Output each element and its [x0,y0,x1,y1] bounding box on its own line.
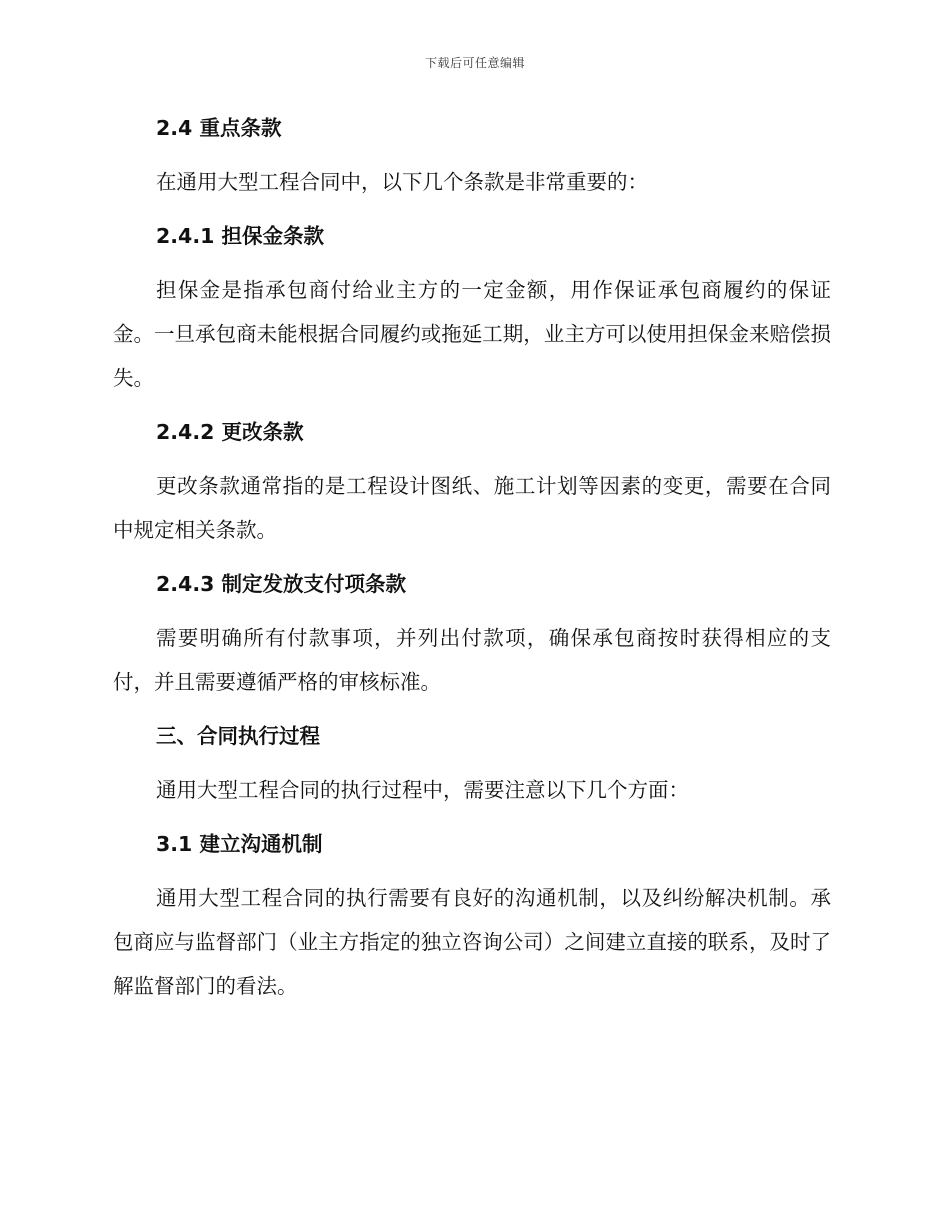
section-heading-2-4-2: 2.4.2 更改条款 [156,420,304,444]
section-heading-2-4: 2.4 重点条款 [156,116,282,140]
section-heading-3: 三、合同执行过程 [156,724,320,748]
section-heading-2-4-1: 2.4.1 担保金条款 [156,224,325,248]
paragraph-change-clause: 更改条款通常指的是工程设计图纸、施工计划等因素的变更，需要在合同中规定相关条款。 [113,474,831,542]
section-heading-3-1: 3.1 建立沟通机制 [156,832,323,856]
paragraph-communication: 通用大型工程合同的执行需要有良好的沟通机制，以及纠纷解决机制。承包商应与监督部门（业主方指定的独立咨询公司）之间建立直接的联系，及时了解监督部门的看法。 [113,886,831,998]
paragraph-execution-intro: 通用大型工程合同的执行过程中，需要注意以下几个方面： [156,778,689,802]
page-header: 下载后可任意编辑 [424,56,525,70]
paragraph-intro-clauses: 在通用大型工程合同中，以下几个条款是非常重要的： [156,170,648,194]
document-body [113,106,831,1008]
section-heading-2-4-3: 2.4.3 制定发放支付项条款 [156,572,407,596]
paragraph-guarantee: 担保金是指承包商付给业主方的一定金额，用作保证承包商履约的保证金。一旦承包商未能根据合同履约或拖延工期，业主方可以使用担保金来赔偿损失。 [113,278,831,390]
paragraph-payment-clause: 需要明确所有付款事项，并列出付款项，确保承包商按时获得相应的支付，并且需要遵循严格的审核标准。 [113,626,831,694]
